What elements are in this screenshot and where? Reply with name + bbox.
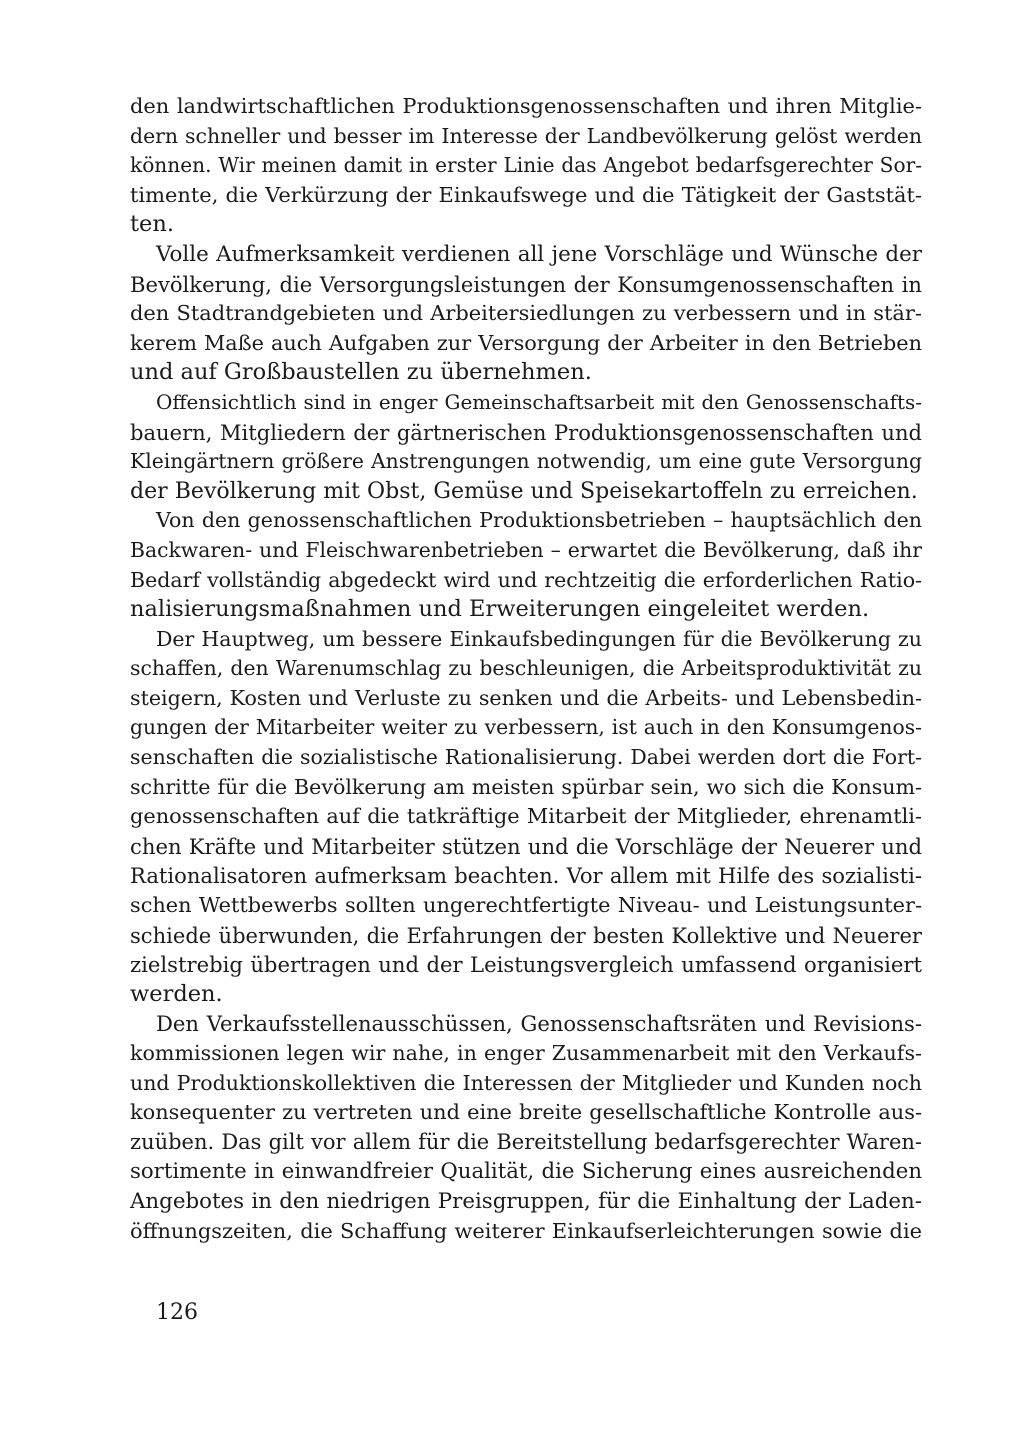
text-line: bauern, Mitgliedern der gärtnerischen Produktionsgenossenschaften und <box>130 419 922 445</box>
text-line: Der Hauptweg, um bessere Einkaufsbedingungen für die Bevölkerung zu <box>156 626 922 651</box>
text-line: und Produktionskollektiven die Interessen der Mitglieder und Kunden noch <box>130 1070 922 1095</box>
text-line: kerem Maße auch Aufgaben zur Versorgung der Arbeiter in den Betrieben <box>130 330 922 355</box>
text-line: den Stadtrandgebieten und Arbeitersiedlungen zu verbessern und in stär- <box>130 301 922 326</box>
body-text <box>130 92 922 1246</box>
text-line: schritte für die Bevölkerung am meisten spürbar sein, wo sich die Konsum- <box>130 774 922 799</box>
text-line: ten. <box>130 211 175 238</box>
text-line: können. Wir meinen damit in erster Linie das Angebot bedarfsgerechter Sor- <box>130 153 922 178</box>
text-line: senschaften die sozialistische Rationalisierung. Dabei werden dort die Fort- <box>130 745 922 770</box>
text-line: gungen der Mitarbeiter weiter zu verbessern, ist auch in den Konsumgenos- <box>130 715 922 740</box>
text-line: der Bevölkerung mit Obst, Gemüse und Speisekartoffeln zu erreichen. <box>130 478 918 504</box>
paragraph-6 <box>130 1009 922 1246</box>
text-line: sortimente in einwandfreier Qualität, die Sicherung eines ausreichenden <box>130 1159 922 1185</box>
text-line: genossenschaften auf die tatkräftige Mitarbeit der Mitglieder, ehrenamtli- <box>130 804 922 829</box>
text-line: Bedarf vollständig abgedeckt wird und rechtzeitig die erforderlichen Ratio- <box>130 567 922 592</box>
text-line: werden. <box>130 980 223 1007</box>
text-line: zuüben. Das gilt vor allem für die Bereitstellung bedarfsgerechter Waren- <box>130 1129 922 1154</box>
text-line: dern schneller und besser im Interesse der Landbevölkerung gelöst werden <box>130 123 922 148</box>
text-line: Backwaren- und Fleischwarenbetrieben – erwartet die Bevölkerung, daß ihr <box>130 537 922 562</box>
text-line: Offensichtlich sind in enger Gemeinschaftsarbeit mit den Genossenschafts- <box>156 389 922 414</box>
text-line: Rationalisatoren aufmerksam beachten. Vor allem mit Hilfe des sozialisti- <box>130 863 922 889</box>
text-line: öffnungszeiten, die Schaffung weiterer Einkaufserleichterungen sowie die <box>130 1218 922 1243</box>
text-line: chen Kräfte und Mitarbeiter stützen und die Vorschläge der Neuerer und <box>130 833 922 859</box>
paragraph-5 <box>130 625 922 1010</box>
text-line: Bevölkerung, die Versorgungsleistungen der Konsumgenossenschaften in <box>130 271 922 297</box>
text-line: zielstrebig übertragen und der Leistungsvergleich umfassend organisiert <box>130 952 922 978</box>
text-line: schaffen, den Warenumschlag zu beschleunigen, die Arbeitsproduktivität zu <box>130 656 922 681</box>
text-line: schiede überwunden, die Erfahrungen der besten Kollektive und Neuerer <box>130 922 922 948</box>
page-number: 126 <box>156 1300 198 1325</box>
text-line: Volle Aufmerksamkeit verdienen all jene Vorschläge und Wünsche der <box>156 241 922 267</box>
text-line: Den Verkaufsstellenausschüssen, Genossenschaftsräten und Revisions- <box>156 1011 922 1037</box>
text-line: steigern, Kosten und Verluste zu senken und die Arbeits- und Lebensbedin- <box>130 685 922 710</box>
paragraph-3 <box>130 388 922 506</box>
text-line: den landwirtschaftlichen Produktionsgenossenschaften und ihren Mitglie- <box>130 94 922 118</box>
text-line: konsequenter zu vertreten und eine breite gesellschaftliche Kontrolle aus- <box>130 1100 922 1125</box>
text-line: und auf Großbaustellen zu übernehmen. <box>130 359 592 386</box>
paragraph-2 <box>130 240 922 388</box>
paragraph-1 <box>130 92 922 240</box>
text-line: Angebotes in den niedrigen Preisgruppen, für die Einhaltung der Laden- <box>130 1188 922 1214</box>
text-line: nalisierungsmaßnahmen und Erweiterungen eingeleitet werden. <box>130 596 870 623</box>
text-line: schen Wettbewerbs sollten ungerechtfertigte Niveau- und Leistungsunter- <box>130 893 922 918</box>
paragraph-4 <box>130 506 922 624</box>
text-line: Kleingärtnern größere Anstrengungen notwendig, um eine gute Versorgung <box>130 449 922 474</box>
text-line: timente, die Verkürzung der Einkaufswege und die Tätigkeit der Gaststät- <box>130 182 922 207</box>
text-line: Von den genossenschaftlichen Produktionsbetrieben – hauptsächlich den <box>156 508 922 533</box>
text-line: kommissionen legen wir nahe, in enger Zusammenarbeit mit den Verkaufs- <box>130 1041 922 1065</box>
